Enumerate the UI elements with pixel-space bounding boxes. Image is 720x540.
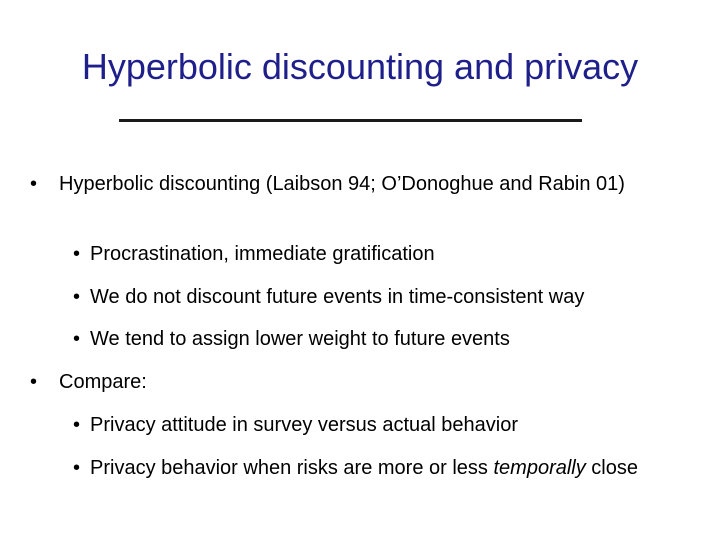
bullet-text: We tend to assign lower weight to future events: [90, 328, 510, 350]
bullet-item-procrastination: [73, 241, 700, 267]
bullet-item-compare: [30, 369, 709, 395]
bullet-dot-icon: •: [73, 414, 81, 436]
bullet-text: Hyperbolic discounting (Laibson 94; O’Donoghue and Rabin 01): [59, 173, 625, 195]
bullet-item-privacy-attitude: [73, 412, 700, 438]
bullet-text: We do not discount future events in time-consistent way: [90, 286, 585, 308]
bullet-text: Compare:: [59, 371, 147, 393]
bullet-dot-icon: •: [30, 371, 38, 393]
bullet-text: [90, 455, 700, 481]
bullet-dot-icon: •: [73, 243, 81, 265]
slide-title: Hyperbolic discounting and privacy: [81, 46, 639, 87]
bullet-dot-icon: •: [73, 286, 81, 308]
title-underline: [119, 119, 582, 122]
bullet-dot-icon: •: [30, 173, 38, 195]
bullet-dot-icon: •: [73, 328, 81, 350]
bullet-item-time-consistent: [73, 284, 700, 310]
emphasis-text: temporally: [493, 457, 586, 479]
bullet-dot-icon: •: [73, 457, 81, 479]
bullet-item-lower-weight: [73, 326, 700, 352]
bullet-item-hyperbolic-discounting: [30, 171, 709, 197]
bullet-text: Privacy attitude in survey versus actual behavior: [90, 414, 518, 436]
bullet-text-tail: close: [585, 457, 638, 479]
bullet-item-privacy-behavior: [73, 455, 700, 481]
bullet-text: Procrastination, immediate gratification: [90, 243, 435, 265]
bullet-text-lead: Privacy behavior when risks are more or less: [90, 457, 494, 479]
